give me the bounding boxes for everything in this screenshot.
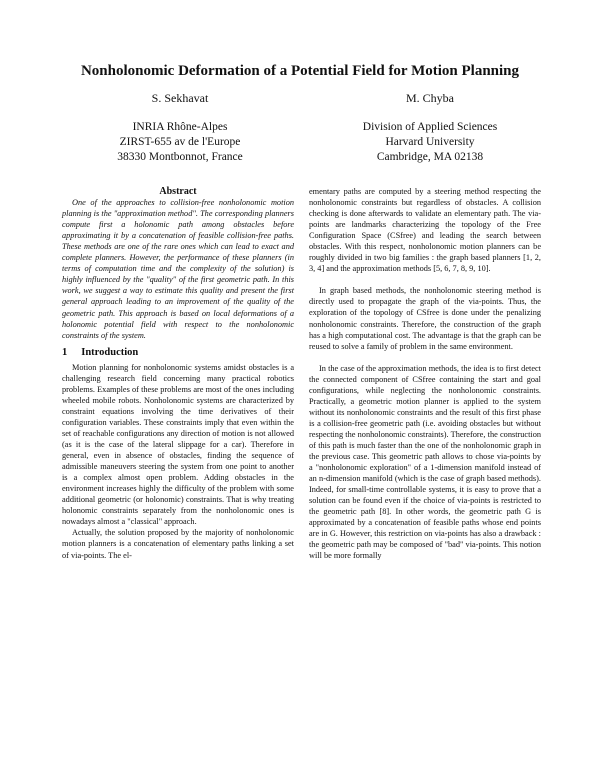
section-heading-introduction xyxy=(62,347,294,358)
intro-paragraph-1: Motion planning for nonholonomic systems amidst obstacles is a challenging research field concerning many practical robotics problems. Examples of these problems are most of the ones including wheeled mobile robots. Nonholonomic systems are characterized by constraint equations involving the time derivatives of their configuration variables. These constraints imply that even within the set of reachable configurations any direction of motion is not allowed (as it is the case of the lateral slippage for a car). Therefore in general, even in absence of obstacles, finding the sequence of admissible maneuvers steering the system from one point to another is a complex almost open problem. Adding obstacles in the environment increases highly the difficulty of the problem with some additional geometric (or holonomic) constraints. That is why treating holonomic constraints separately from the nonholonomic ones is nowadays almost a "classical" approach. xyxy=(62,362,294,527)
right-paragraph-3: In the case of the approximation methods, the idea is to first detect the connected component of CSfree containing the start and goal configurations, while neglecting the nonholonomic constraints. Practically, a geometric motion planner is applied to the system without its nonholonomic constraints and the result of this first phase is a collision-free geometric path (i.e. avoiding obstacles but without respecting the nonholonomic constraints). Therefore, the construction of this path is much faster than the one of the nonholonomic graph in the previous case. This geometric path allows to chose via-points by a "nonholonomic exploration" of a 1-dimension manifold instead of an n-dimension manifold (which is the case of graph based methods). Indeed, for small-time controllable systems, it is easy to prove that a solution can be found even if the choice of via-points is restricted to the geometric path [8]. In other words, the geometric path G is approximated by a concatenation of feasible paths whose end points are in G. However, this restriction on via-points has also a drawback : the geometric path may be composed of "bad" via-points. This notion will be more formally xyxy=(309,363,541,561)
right-paragraph-1: ementary paths are computed by a steering method respecting the nonholonomic constraints but regardless of obstacles. A collision checking is done afterwards to validate an elementary path. The via-points are landmarks characterizing the topology of the Free Configuration Space (CSfree) and leading the search between obstacles. With this respect, nonholonomic motion planners can be roughly divided in two big families : the graph based planners [1, 2, 3, 4] and the approximation methods [5, 6, 7, 8, 9, 10]. xyxy=(309,187,541,274)
left-column xyxy=(62,186,294,561)
affiliation-line: 38330 Montbonnot, France xyxy=(117,151,243,163)
right-paragraph-2: In graph based methods, the nonholonomic steering method is directly used to propagate the graph of the via-points. Thus, the exploration of the topology of CSfree is done under the penalizing nonholonomic constraints. Therefore, the construction of the graph has a high computational cost. The advantage is that the graph can be reused to solve a family of problem in the same environment. xyxy=(309,286,541,351)
affiliation-line: Cambridge, MA 02138 xyxy=(376,151,484,163)
right-column xyxy=(309,186,541,562)
section-title: Introduction xyxy=(81,346,139,358)
affiliation-line: ZIRST-655 av de l'Europe xyxy=(119,136,241,148)
author-name-2: M. Chyba xyxy=(406,91,454,105)
paper-title: Nonholonomic Deformation of a Potential Field for Motion Planning xyxy=(80,63,520,79)
section-number: 1 xyxy=(62,346,68,358)
affiliation-line: Division of Applied Sciences xyxy=(362,121,498,133)
abstract-text: One of the approaches to collision-free nonholonomic motion planning is the "approximation method". The corresponding planners compute first a holonomic path among obstacles before approximating it by a concatenation of feasible collision-free paths. These methods are one of the rare ones which can lead to exact and complete planners. However, the performance of these planners (in terms of computation time and the complexity of the solution) is highly influenced by the "quality" of the first geometric path. In this work, we suggest a way to estimate this quality and present the first general approach leading to an improvement of the quality of the geometric path. This approach is based on local deformations of a holonomic potential field with respect to the nonholonomic constraints of the system. xyxy=(62,198,294,340)
abstract-heading: Abstract xyxy=(159,186,197,197)
author-affiliation-2 xyxy=(310,120,550,165)
author-affiliation-1 xyxy=(70,120,290,165)
author-name-1: S. Sekhavat xyxy=(151,91,209,105)
affiliation-line: Harvard University xyxy=(385,136,475,148)
affiliation-line: INRIA Rhône-Alpes xyxy=(132,121,228,133)
intro-paragraph-2: Actually, the solution proposed by the majority of nonholonomic motion planners is a concatenation of elementary paths linking a set of via-points. The el- xyxy=(62,528,294,560)
